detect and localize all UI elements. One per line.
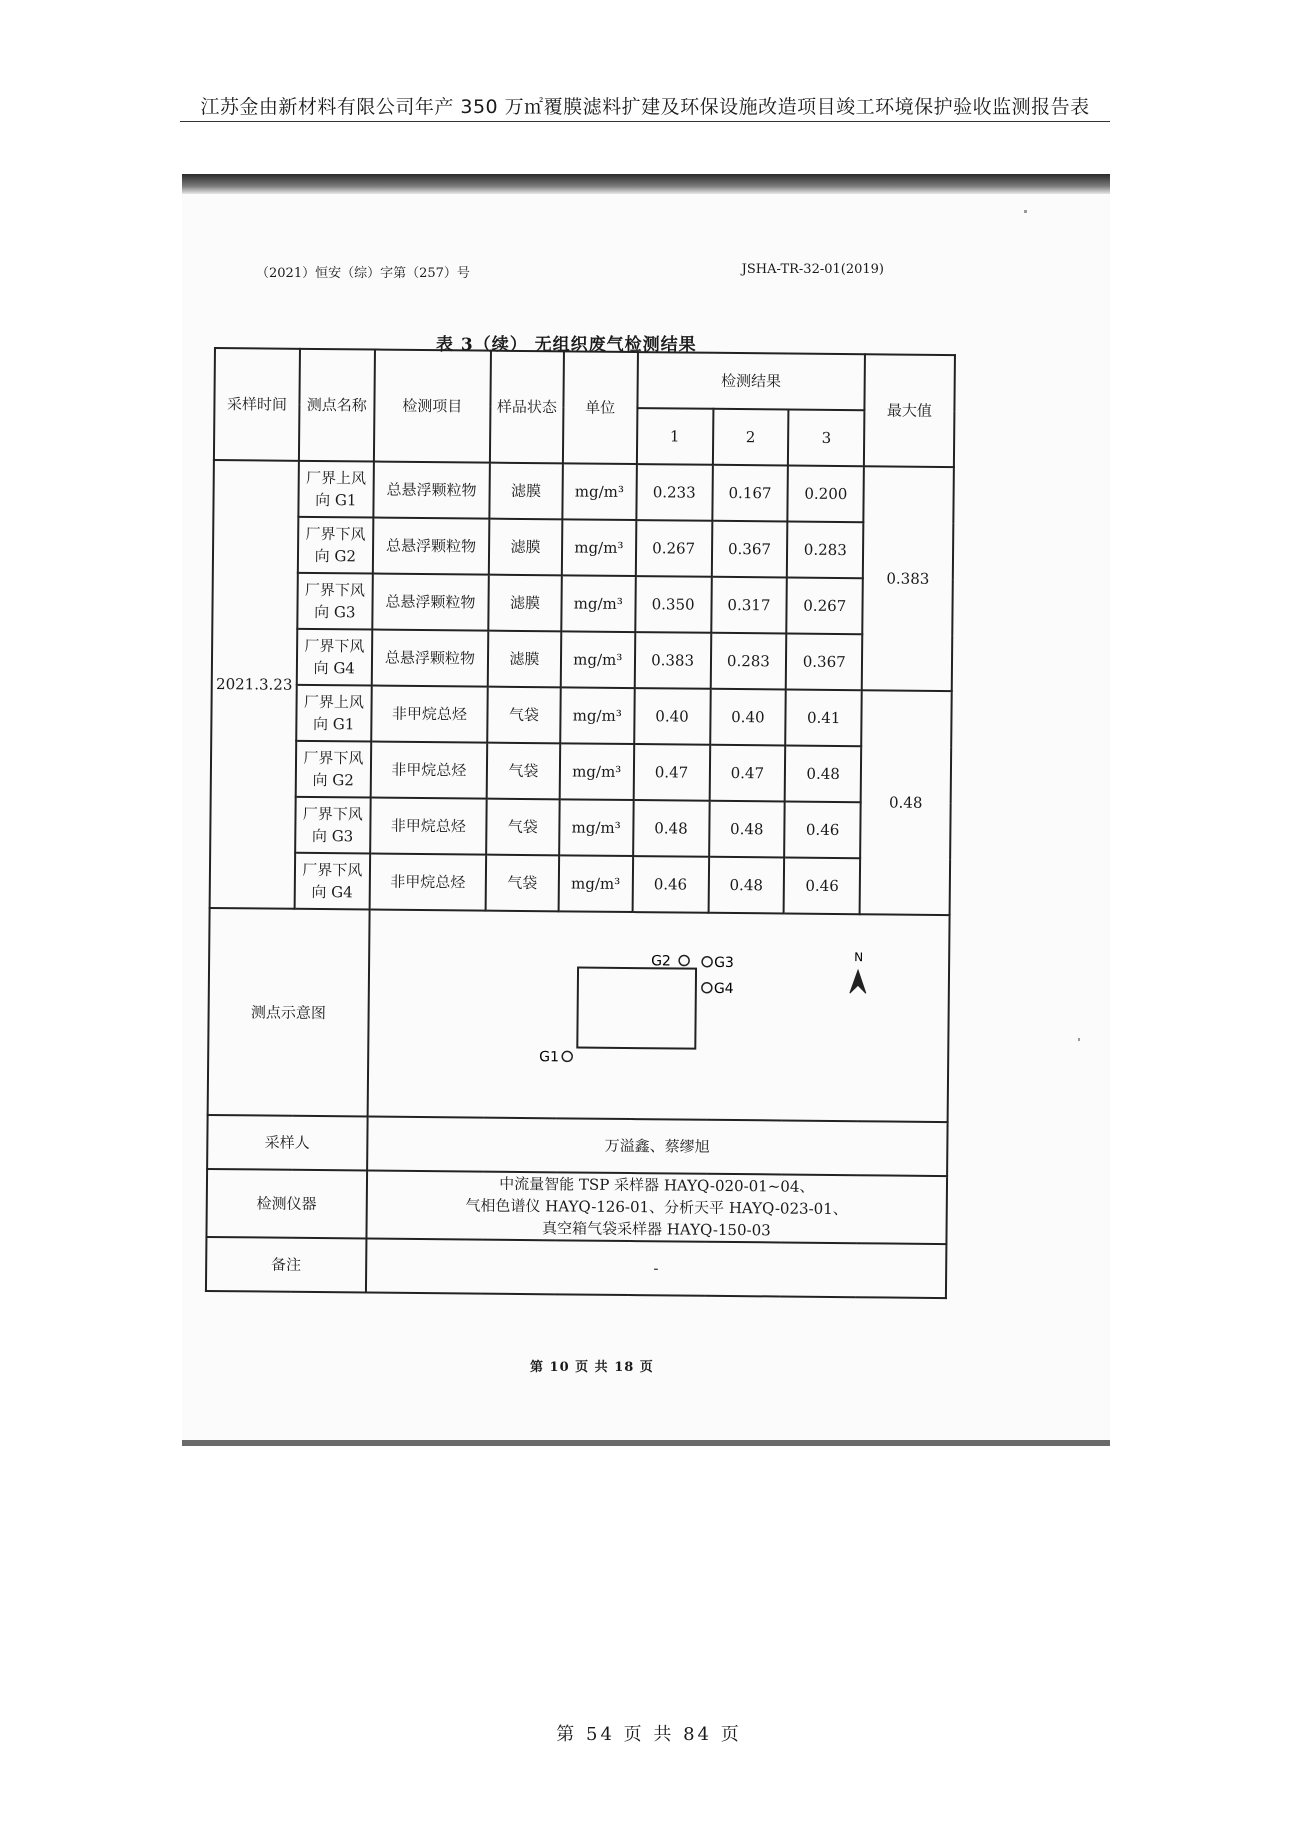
result-value: 0.46: [784, 802, 860, 859]
sampler-names: 万溢鑫、蔡缪旭: [367, 1117, 948, 1177]
inner-page-number: 第 10 页 共 18 页: [530, 1360, 654, 1375]
test-item: 非甲烷总烃: [370, 742, 487, 799]
result-value: 0.167: [712, 465, 788, 522]
sample-state: 滤膜: [488, 575, 561, 632]
table-title: 表 3（续） 无组织废气检测结果: [436, 335, 697, 355]
plant-boundary: [577, 968, 696, 1049]
monitoring-point-diagram: [367, 910, 949, 1123]
point-g2-marker: [679, 955, 689, 965]
header-result-2: 2: [712, 409, 788, 466]
result-value: 0.367: [786, 634, 862, 691]
header-result-3: 3: [788, 410, 864, 467]
diagram-label: 测点示意图: [208, 908, 370, 1117]
report-number: （2021）恒安（综）字第（257）号: [256, 266, 470, 281]
point-g4-label: G4: [713, 980, 734, 998]
test-item: 非甲烷总烃: [371, 686, 488, 743]
scan-top-edge: [182, 174, 1110, 194]
point-name: 厂界下风向 G3: [295, 797, 370, 854]
instrument-line: 中流量智能 TSP 采样器 HAYQ-020-01~04、: [499, 1174, 815, 1196]
header-sample-state: 样品状态: [490, 351, 564, 464]
instrument-line: 气相色谱仪 HAYQ-126-01、分析天平 HAYQ-023-01、: [465, 1196, 848, 1219]
scan-speck: [1078, 1038, 1080, 1041]
point-name: 厂界下风向 G2: [298, 517, 373, 574]
point-g1-marker: [562, 1051, 572, 1061]
result-value: 0.283: [787, 522, 863, 579]
sample-state: 滤膜: [489, 463, 562, 520]
unit: mg/m³: [558, 855, 632, 912]
sampler-label: 采样人: [207, 1115, 367, 1171]
result-value: 0.47: [633, 744, 709, 801]
result-value: 0.367: [711, 521, 787, 578]
site-layout-diagram: [368, 911, 940, 1121]
header-point-name: 测点名称: [299, 349, 375, 462]
result-value: 0.41: [786, 690, 862, 747]
result-value: 0.383: [634, 632, 710, 689]
result-value: 0.317: [711, 577, 787, 634]
sample-state: 气袋: [486, 799, 559, 856]
unit: mg/m³: [562, 463, 636, 520]
instrument-list: [366, 1171, 947, 1245]
unit: mg/m³: [559, 799, 633, 856]
test-item: 非甲烷总烃: [369, 854, 486, 911]
result-value: 0.283: [710, 633, 786, 690]
north-label: N: [853, 950, 863, 965]
point-g1-label: G1: [538, 1049, 559, 1066]
unit: mg/m³: [559, 743, 633, 800]
sample-state: 气袋: [486, 855, 559, 912]
result-value: 0.267: [787, 578, 863, 635]
point-name: 厂界下风向 G4: [297, 629, 372, 686]
point-name: 厂界下风向 G3: [297, 573, 372, 630]
result-value: 0.46: [784, 857, 860, 914]
scan-speck: [1024, 210, 1027, 213]
result-value: 0.48: [785, 746, 861, 803]
result-value: 0.48: [709, 801, 785, 858]
header-result-1: 1: [637, 408, 713, 465]
test-item: 总悬浮颗粒物: [371, 630, 488, 687]
remark-label: 备注: [206, 1237, 366, 1293]
point-g4-marker: [702, 983, 712, 993]
point-name: 厂界下风向 G4: [295, 853, 370, 910]
max-value-tsp: 0.383: [862, 466, 954, 691]
document-header: 江苏金由新材料有限公司年产 350 万㎡覆膜滤料扩建及环保设施改造项目竣工环境保护验收监测报告表: [200, 96, 1090, 118]
point-g2-label: G2: [650, 953, 671, 970]
point-name: 厂界上风向 G1: [296, 685, 371, 742]
north-arrow-icon: [850, 970, 866, 993]
sample-state: 气袋: [487, 743, 560, 800]
header-test-item: 检测项目: [374, 350, 491, 463]
point-name: 厂界下风向 G2: [296, 741, 371, 798]
header-sampling-time: 采样时间: [214, 348, 300, 461]
unit: mg/m³: [562, 519, 636, 576]
point-g3-marker: [702, 957, 712, 967]
point-name: 厂界上风向 G1: [298, 461, 373, 518]
sample-state: 气袋: [487, 687, 560, 744]
test-item: 总悬浮颗粒物: [373, 462, 490, 519]
header-max-value: 最大值: [864, 354, 955, 467]
unit: mg/m³: [560, 687, 634, 744]
unit: mg/m³: [561, 575, 635, 632]
sample-state: 滤膜: [488, 631, 561, 688]
result-value: 0.350: [635, 576, 711, 633]
result-value: 0.47: [709, 745, 785, 802]
results-table: [205, 347, 956, 1299]
result-value: 0.40: [710, 689, 786, 746]
scan-bottom-edge: [182, 1440, 1110, 1446]
page-number: 第 54 页 共 84 页: [556, 1724, 742, 1745]
instrument-label: 检测仪器: [206, 1169, 366, 1239]
result-value: 0.48: [708, 857, 784, 914]
max-value-nmhc: 0.48: [860, 690, 952, 915]
header-results: 检测结果: [637, 352, 865, 410]
remark-value: -: [366, 1239, 947, 1299]
result-value: 0.46: [632, 856, 708, 913]
sampling-date: 2021.3.23: [210, 460, 299, 909]
result-value: 0.200: [788, 466, 864, 523]
sample-state: 滤膜: [489, 519, 562, 576]
unit: mg/m³: [561, 631, 635, 688]
header-divider: [180, 121, 1110, 122]
header-unit: 单位: [563, 351, 638, 464]
point-g3-label: G3: [713, 954, 734, 972]
result-value: 0.267: [635, 520, 711, 577]
result-value: 0.40: [634, 688, 710, 745]
instrument-line: 真空箱气袋采样器 HAYQ-150-03: [541, 1219, 771, 1240]
test-item: 总悬浮颗粒物: [372, 574, 489, 631]
result-value: 0.48: [633, 800, 709, 857]
test-item: 总悬浮颗粒物: [373, 518, 490, 575]
result-value: 0.233: [636, 464, 712, 521]
form-code: JSHA-TR-32-01(2019): [741, 262, 884, 277]
test-item: 非甲烷总烃: [370, 798, 487, 855]
